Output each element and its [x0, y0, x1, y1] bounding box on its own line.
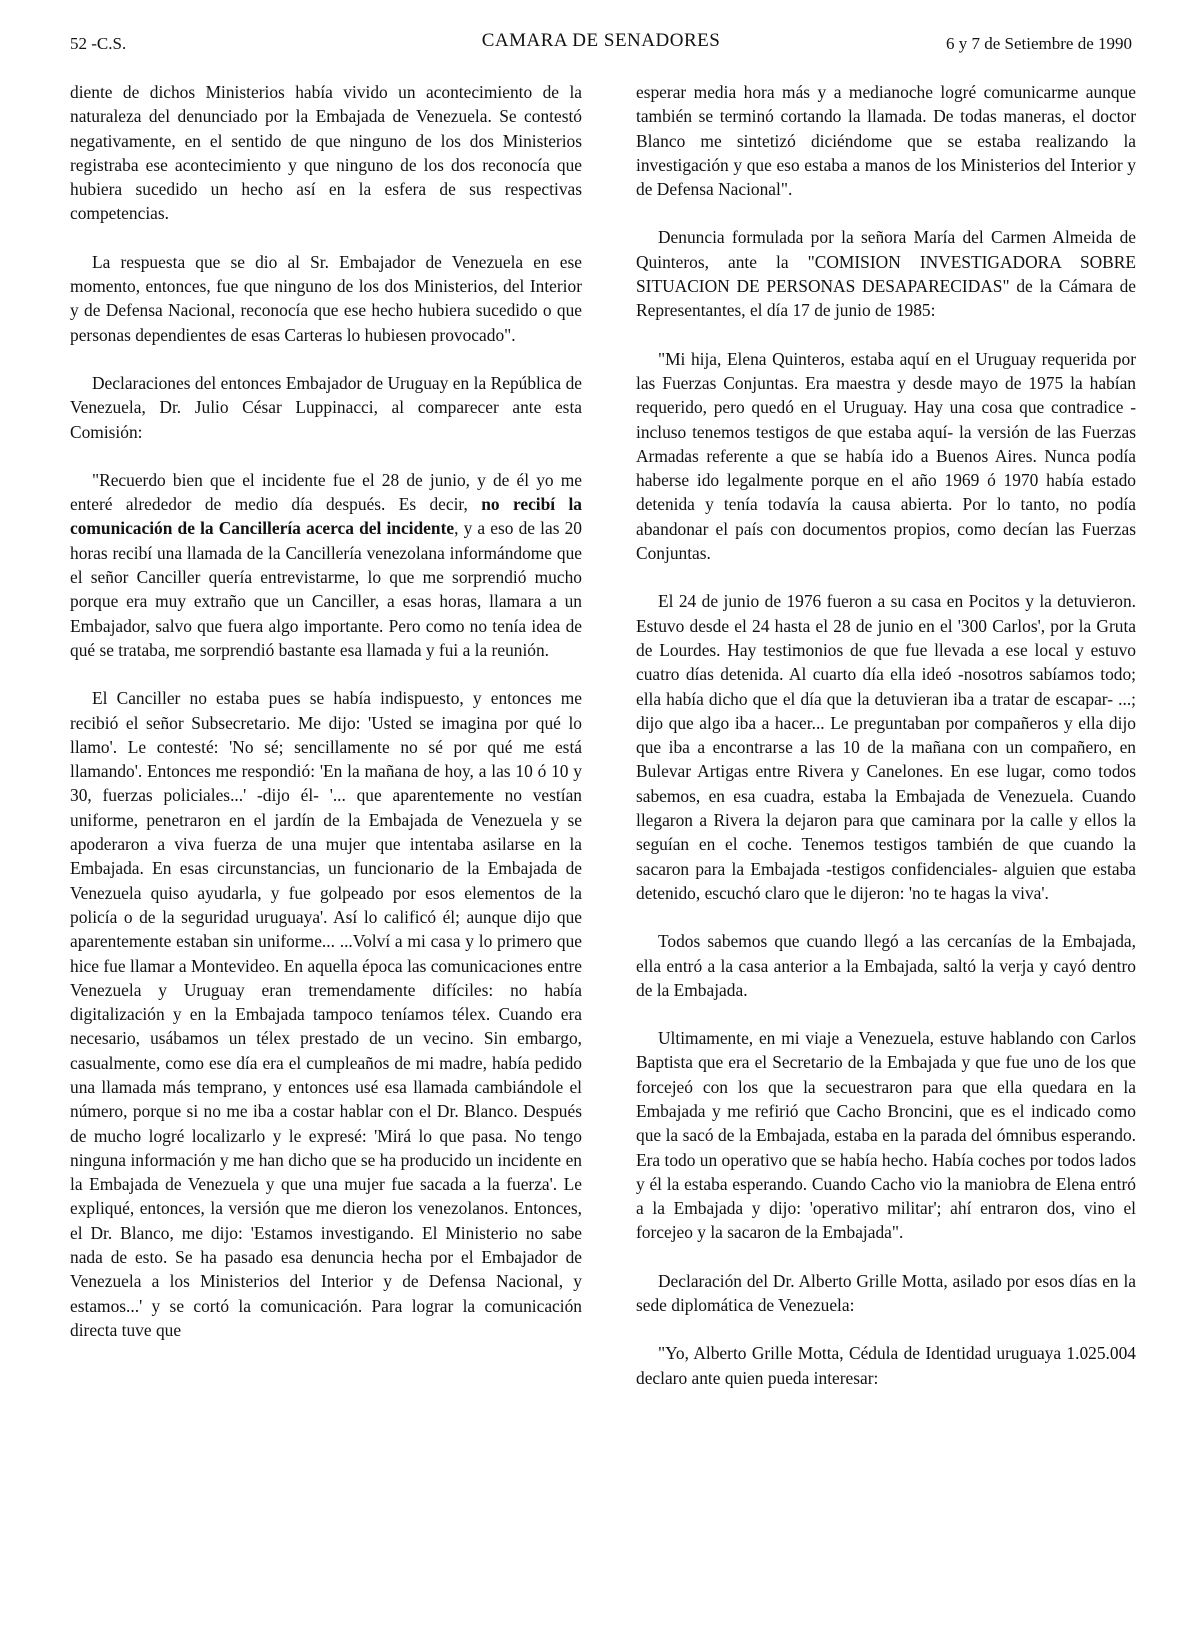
- text-run: , y a eso de las 20 horas recibí una llamada de la Cancillería venezolana informándome que el señor Canciller quería entrevistarme, lo que me sorprendió mucho porque era muy extraño que un Canciller, a esas horas, llamara a un Embajador, salvo que fuera algo importante. Pero como no tenía idea de qué se trataba, me sorprendió bastante esa llamada y fui a la reunión.: [70, 518, 582, 660]
- paragraph: "Mi hija, Elena Quinteros, estaba aquí en el Uruguay requerida por las Fuerzas Conjuntas. Era maestra y desde mayo de 1975 la habían requerido, pero quedó en el Uruguay. Hay una cosa que contradice -incluso tenemos testigos de que estaba aquí- la versión de las Fuerzas Armadas referente a que se había ido a Buenos Aires. Nunca podía haberse ido legalmente porque en el año 1969 ó 1970 había estado detenida y tenía todavía la causa abierta. Por lo tanto, no podía abandonar el país con documentos propios, como decían las Fuerzas Conjuntas.: [636, 348, 1136, 564]
- session-date: 6 y 7 de Setiembre de 1990: [945, 34, 1132, 53]
- paragraph: El Canciller no estaba pues se había indispuesto, y entonces me recibió el señor Subsecretario. Me dijo: 'Usted se imagina por qué lo llamo'. Le contesté: 'No sé; sencillamente no sé por qué me está llamando'. Entonces me respondió: 'En la mañana de hoy, a las 10 ó 10 y 30, fuerzas policiales...' -dijo él- '... que aparentemente no vestían uniforme, penetraron en el jardín de la Embajada de Venezuela y se apoderaron a viva fuerza de una mujer que intentaba asilarse en la Embajada. En esas circunstancias, un funcionario de la Embajada de Venezuela quiso ayudarla, y fue golpeado por esos elementos de la policía o de la seguridad uruguaya'. Así lo calificó él; aunque dijo que aparentemente estaban sin uniforme... ...Volví a mi casa y lo primero que hice fue llamar a Montevideo. En aquella época las comunicaciones entre Venezuela y Uruguay eran tremendamente difíciles: no había digitalización y en la Embajada tampoco teníamos télex. Cuando era necesario, usábamos un télex prestado de un vecino. Sin embargo, casualmente, como ese día era el cumpleaños de mi madre, había pedido una llamada más temprano, y entonces usé esa llamada cambiándole el número, porque si no me iba a costar hablar con el Dr. Blanco. Después de mucho logré localizarlo y le expresé: 'Mirá lo que pasa. No tengo ninguna información y me han dicho que se ha producido un incidente en la Embajada de Venezuela y que una mujer fue sacada a la fuerza'. Le expliqué, entonces, la versión que me dieron los venezolanos. Entonces, el Dr. Blanco, me dijo: 'Estamos investigando. El Ministerio no sabe nada de esto. Se ha pasado esa denuncia hecha por el Embajador de Venezuela a los Ministerios del Interior y de Defensa Nacional, y estamos...' y se cortó la comunicación. Para lograr la comunicación directa tuve que: [70, 688, 582, 1340]
- paragraph: Declaraciones del entonces Embajador de Uruguay en la República de Venezuela, Dr. Julio César Luppinacci, al comparecer ante esta Comisión:: [70, 372, 582, 442]
- page-number: 52 -C.S.: [70, 34, 127, 53]
- paragraph: [70, 468, 582, 662]
- page-header: [70, 30, 1132, 56]
- paragraph: Todos sabemos que cuando llegó a las cercanías de la Embajada, ella entró a la casa anterior a la Embajada, saltó la verja y cayó dentro de la Embajada.: [636, 931, 1136, 1000]
- paragraph: El 24 de junio de 1976 fueron a su casa en Pocitos y la detuvieron. Estuvo desde el 24 hasta el 28 de junio en el '300 Carlos', por la Gruta de Lourdes. Hay testimonios de que fue llevada a ese local y estuvo cuatro días detenida. Al cuarto día ella ideó -nosotros sabíamos todo; ella había dicho que el día que la detuvieran iba a tratar de escapar- ...; dijo que algo iba a hacer... Le preguntaban por compañeros y ella dijo que iba a encontrarse a las 10 de la mañana con un compañero, en Bulevar Artigas entre Rivera y Canelones. En ese lugar, como todos sabemos, en esa cuadra, estaba la Embajada de Venezuela. Cuando llegaron a Rivera la dejaron para que caminara por la calle y ellos la seguían en el coche. Tenemos testigos también de que cuando la sacaron para la Embajada -testigos confidenciales- alguien que estaba detenido, escuchó claro que le dijeron: 'no te hagas la viva'.: [636, 591, 1136, 903]
- publication-title: CAMARA DE SENADORES: [481, 30, 721, 51]
- paragraph: Ultimamente, en mi viaje a Venezuela, estuve hablando con Carlos Baptista que era el Secretario de la Embajada y que fue uno de los que forcejeó con los que la secuestraron para que ella quedara en la Embajada y me refirió que Cacho Broncini, que es el indicado como que la sacó de la Embajada, estaba en la parada del ómnibus esperando. Era todo un operativo que se había hecho. Había coches por todos lados y él la estaba esperando. Cuando Cacho vio la maniobra de Elena entró a la Embajada y dijo: 'operativo militar'; ahí entraron dos, vino el forcejeo y la sacaron de la Embajada".: [636, 1028, 1136, 1243]
- paragraph: diente de dichos Ministerios había vivido un acontecimiento de la naturaleza del denunciado por la Embajada de Venezuela. Se contestó negativamente, en el sentido de que ninguno de los dos Ministerios registraba ese acontecimiento y que ninguno de los dos reconocía que hubiera sucedido un hecho así en la esfera de sus respectivas competencias.: [70, 82, 582, 224]
- right-column: [636, 80, 1136, 1414]
- left-column: [70, 80, 582, 1366]
- paragraph: esperar media hora más y a medianoche logré comunicarme aunque también se terminó cortando la llamada. De todas maneras, el doctor Blanco me sintetizó diciéndome que se estaba realizando la investigación y que eso estaba a manos de los Ministerios del Interior y de Defensa Nacional".: [636, 82, 1136, 200]
- paragraph: Denuncia formulada por la señora María del Carmen Almeida de Quinteros, ante la "COMISION INVESTIGADORA SOBRE SITUACION DE PERSONAS DESAPARECIDAS" de la Cámara de Representantes, el día 17 de junio de 1985:: [636, 227, 1136, 321]
- text-run: "Recuerdo bien que el incidente fue el 28 de junio, y de él yo me enteré alrededor de medio día después. Es decir,: [70, 469, 582, 515]
- paragraph: La respuesta que se dio al Sr. Embajador de Venezuela en ese momento, entonces, fue que ninguno de los dos Ministerios, del Interior y de Defensa Nacional, reconocía que ese hecho hubiera sucedido o que personas dependientes de esas Carteras lo hubiesen provocado".: [70, 251, 582, 345]
- paragraph: "Yo, Alberto Grille Motta, Cédula de Identidad uruguaya 1.025.004 declaro ante quien pueda interesar:: [636, 1343, 1136, 1388]
- bold-text-run: no recibí la comunicación de la Cancillería acerca del incidente: [70, 494, 582, 539]
- paragraph: Declaración del Dr. Alberto Grille Motta, asilado por esos días en la sede diplomática de Venezuela:: [636, 1270, 1136, 1316]
